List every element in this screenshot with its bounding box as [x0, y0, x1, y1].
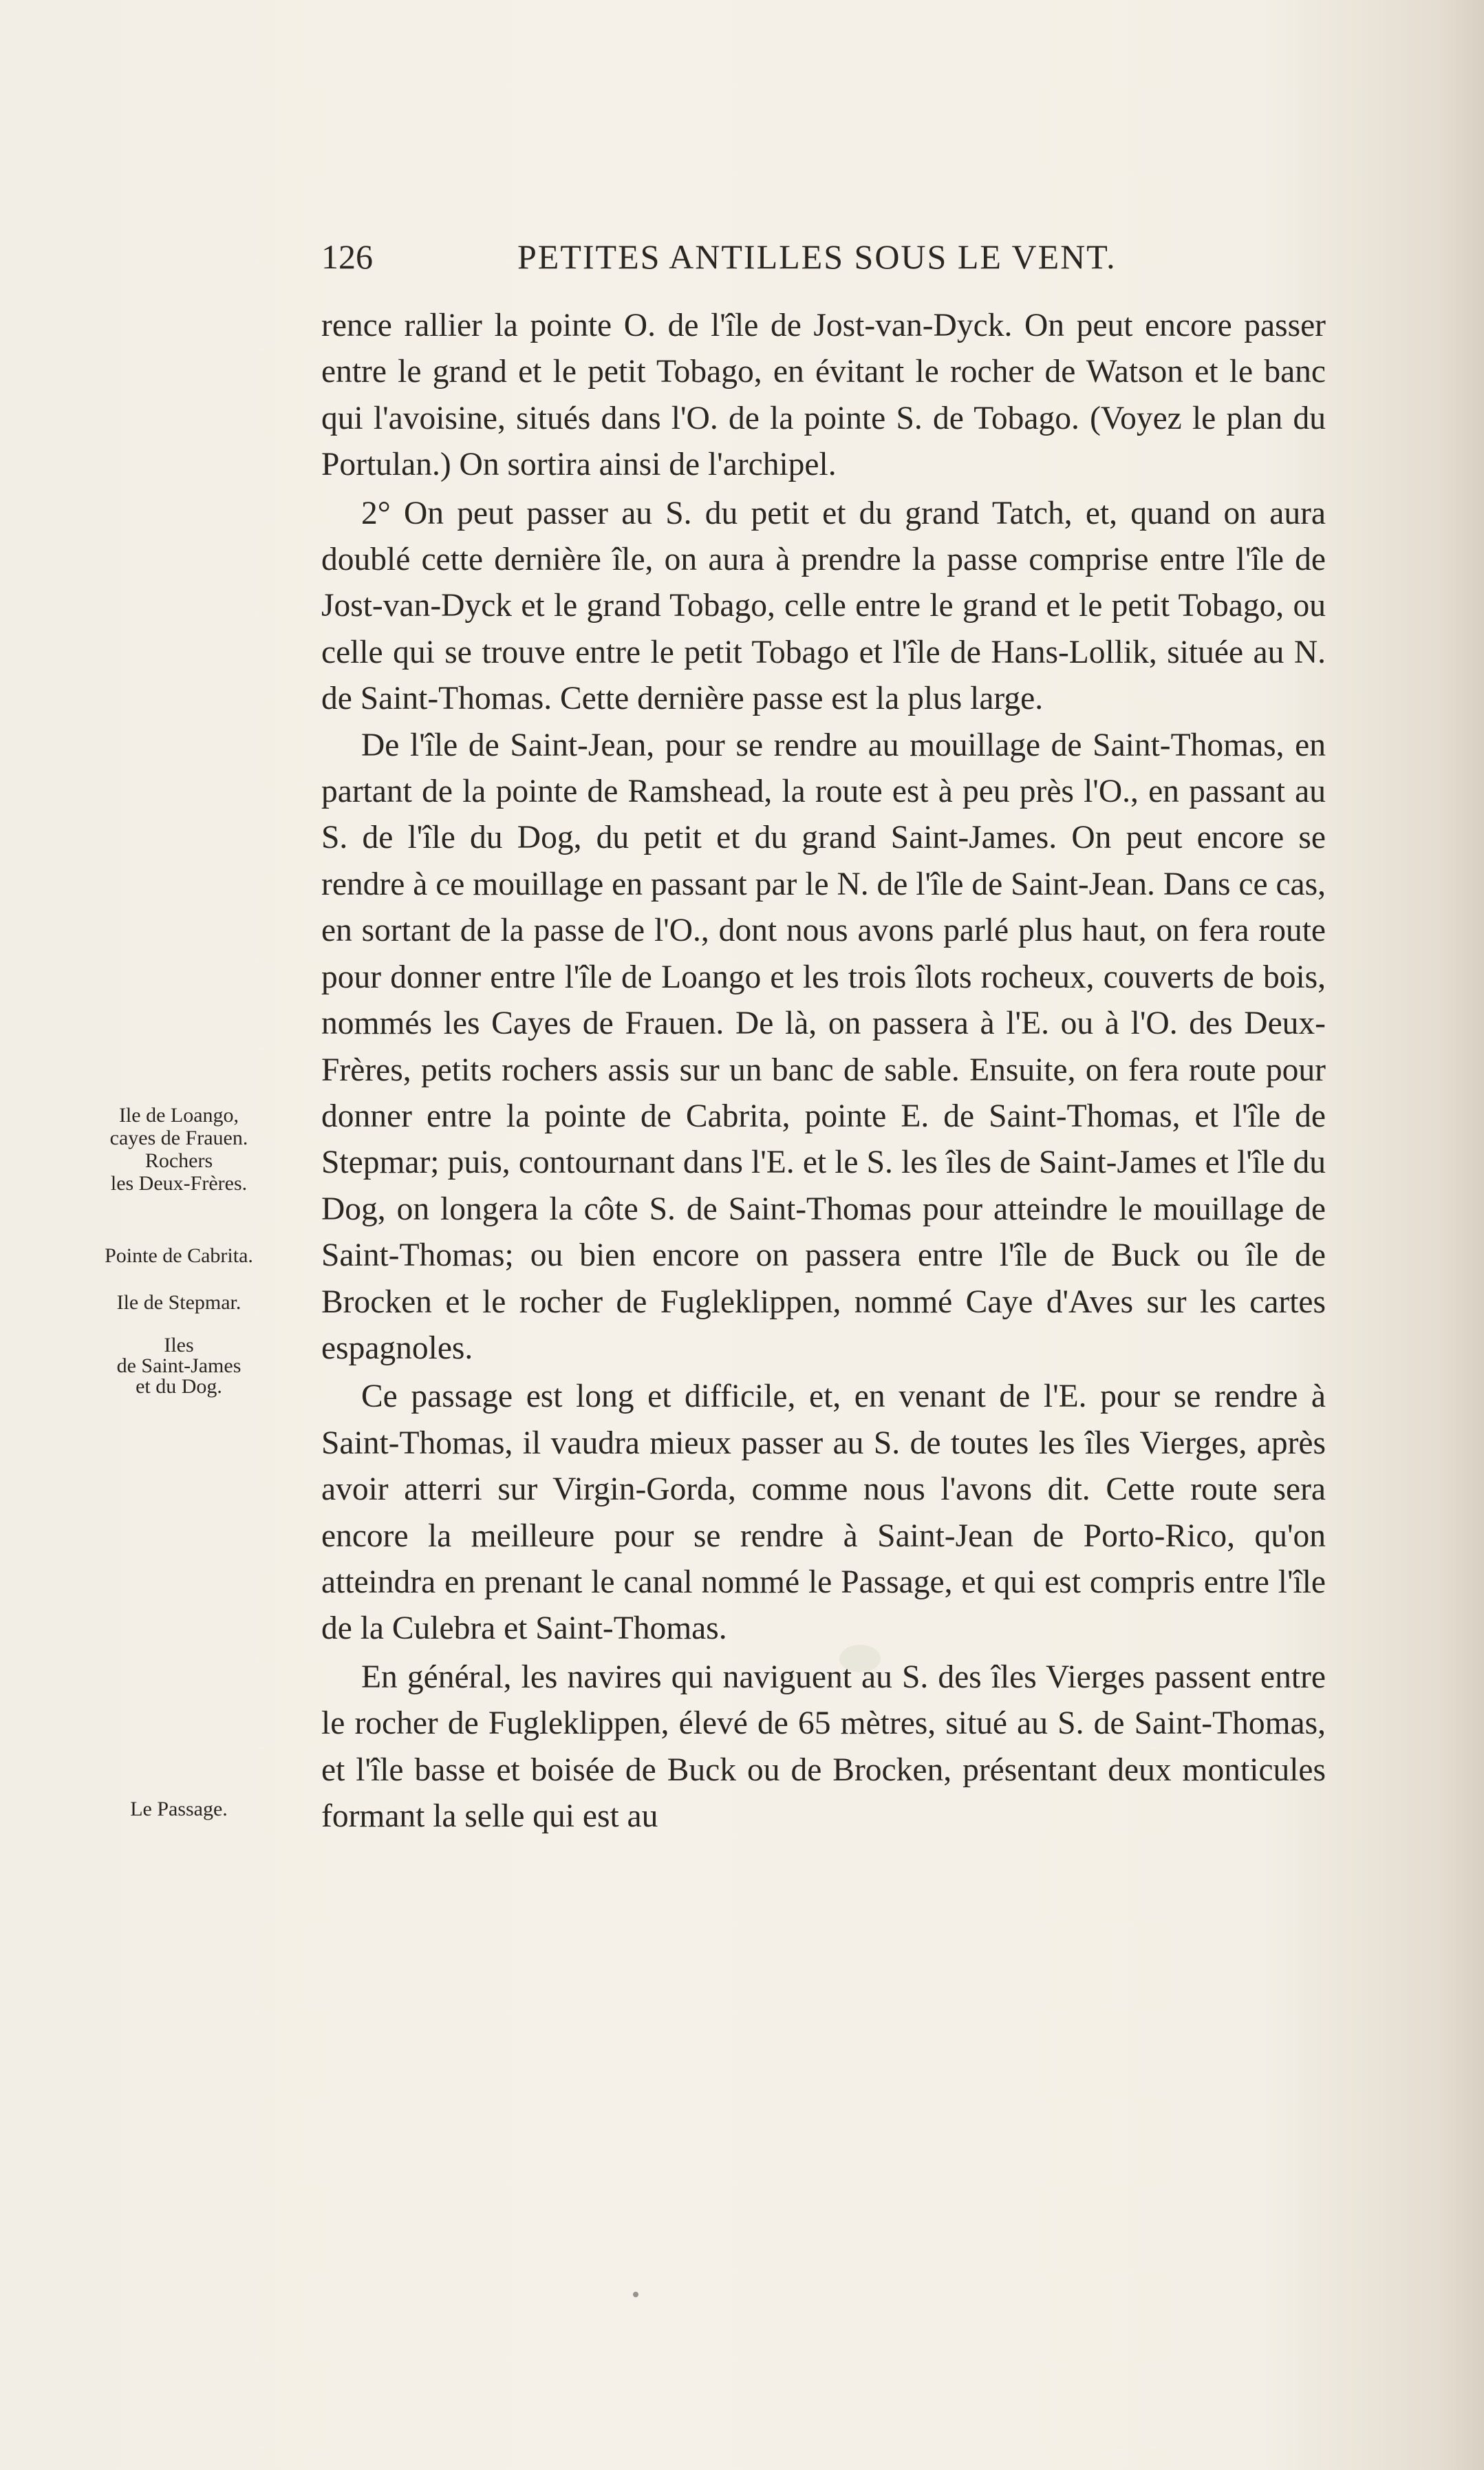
margin-note-stepmar: Ile de Stepmar. [116, 1291, 241, 1314]
body-text [321, 303, 1326, 1840]
running-title: PETITES ANTILLES SOUS LE VENT. [517, 237, 1117, 276]
margin-note-loango: Ile de Loango, cayes de Frauen. Rochers les Deux-Frères. [109, 1104, 248, 1195]
paragraph: De l'île de Saint-Jean, pour se rendre au mouillage de Saint-Thomas, en partant de la pointe de Ramshead, la route est à peu près l'O., en passant au S. de l'île du Dog, du petit et du grand Saint-James. On peut encore se rendre à ce mouillage en passant par le N. de l'île de Saint-Jean. Dans ce cas, en sortant de la passe de l'O., dont nous avons parlé plus haut, on fera route pour donner entre l'île de Loango et les trois îlots rocheux, couverts de bois, nommés les Cayes de Frauen. De là, on passera à l'E. ou à l'O. des Deux-Frères, petits rochers assis sur un banc de sable. Ensuite, on fera route pour donner entre la pointe de Cabrita, pointe E. de Saint-Thomas, et l'île de Stepmar; puis, contournant dans l'E. et le S. les îles de Saint-James et l'île du Dog, on longera la côte S. de Saint-Thomas pour atteindre le mouillage de Saint-Thomas; ou bien encore on passera entre l'île de Buck ou île de Brocken et le rocher de Fugleklippen, nommé Caye d'Aves sur les cartes espagnoles. [321, 727, 1326, 1366]
paragraph: En général, les navires qui naviguent au S. des îles Vierges passent entre le rocher de Fugleklippen, élevé de 65 mètres, situé au S. de Saint-Thomas, et l'île basse et boisée de Buck ou de Brocken, présentant deux monticules formant la selle qui est au [321, 1659, 1326, 1834]
margin-note-passage: Le Passage. [130, 1798, 228, 1820]
margin-note-cabrita: Pointe de Cabrita. [105, 1244, 253, 1267]
margin-note-saint-james: Iles de Saint-James et du Dog. [116, 1334, 241, 1398]
page-number: 126 [321, 237, 373, 276]
page-header [321, 233, 1326, 281]
paper-stain [633, 2292, 638, 2297]
paragraph: 2° On peut passer au S. du petit et du grand Tatch, et, quand on aura doublé cette dernière île, on aura à prendre la passe comprise entre l'île de Jost-van-Dyck et le grand Tobago, celle entre le grand et le petit Tobago, ou celle qui se trouve entre le petit Tobago et l'île de Hans-Lollik, située au N. de Saint-Thomas. Cette dernière passe est la plus large. [321, 495, 1326, 717]
paragraph: rence rallier la pointe O. de l'île de Jost-van-Dyck. On peut encore passer entre le grand et le petit Tobago, en évitant le rocher de Watson et le banc qui l'avoisine, situés dans l'O. de la pointe S. de Tobago. (Voyez le plan du Portulan.) On sortira ainsi de l'archipel. [321, 308, 1326, 483]
paragraph: Ce passage est long et difficile, et, en venant de l'E. pour se rendre à Saint-Thomas, il vaudra mieux passer au S. de toutes les îles Vierges, après avoir atterri sur Virgin-Gorda, comme nous l'avons dit. Cette route sera encore la meilleure pour se rendre à Saint-Jean de Porto-Rico, qu'on atteindra en prenant le canal nommé le Passage, et qui est compris entre l'île de la Culebra et Saint-Thomas. [321, 1378, 1326, 1647]
